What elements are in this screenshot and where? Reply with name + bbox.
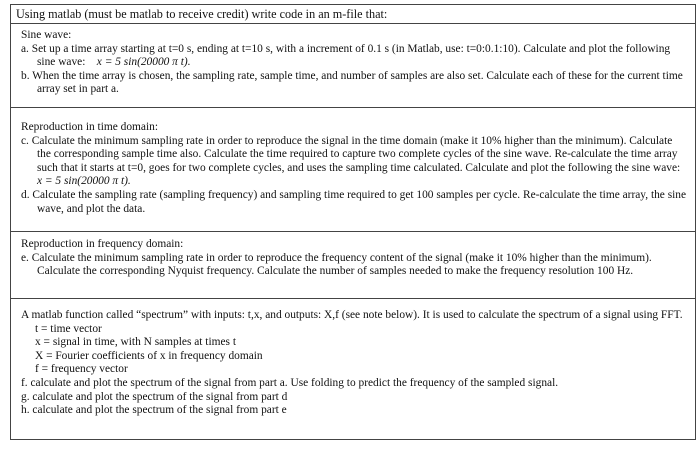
sine-wave-title: Sine wave: — [21, 29, 72, 41]
item-a-text: a. Set up a time array starting at t=0 s, ending at t=10 s, with a increment of 0.1 s (in Matlab, use: t=0:0.1:10). Calculate and plot the following sine wave: — [21, 42, 671, 69]
item-e: e. Calculate the minimum sampling rate in order to reproduce the frequency content of the signal (make it 10% higher than the minimum). Calculate the corresponding Nyquist frequency. Calculate the number of samples needed to make the frequency resolution 100 Hz. — [21, 251, 652, 278]
instruction-header: Using matlab (must be matlab to receive credit) write code in an m-file that: — [11, 5, 695, 24]
def-f: f = frequency vector — [35, 363, 128, 376]
frequency-domain-section — [11, 232, 695, 299]
def-X: X = Fourier coefficients of x in frequency domain — [35, 349, 263, 362]
time-domain-section — [11, 108, 695, 232]
item-b: b. When the time array is chosen, the sampling rate, sample time, and number of samples are also set. Calculate each of these for the current time array set in part a. — [21, 69, 683, 96]
def-t: t = time vector — [35, 322, 102, 335]
problem-box — [10, 4, 696, 440]
item-a-equation: x = 5 sin(20000 π t). — [96, 56, 191, 69]
item-h: h. calculate and plot the spectrum of the signal from part e — [21, 404, 287, 417]
sine-wave-section — [11, 24, 695, 108]
item-d: d. Calculate the sampling rate (sampling frequency) and sampling time required to get 100 samples per cycle. Re-calculate the time array, the sine wave, and plot the data. — [21, 188, 687, 215]
spectrum-section — [11, 299, 695, 441]
time-domain-title: Reproduction in time domain: — [21, 121, 158, 133]
item-c — [21, 135, 689, 189]
spectrum-intro: A matlab function called “spectrum” with inputs: t,x, and outputs: X,f (see note below). It is used to calculate the spectrum of a signal using FFT. — [21, 309, 683, 321]
item-c-text: c. Calculate the minimum sampling rate in order to reproduce the signal in the time domain (make it 10% higher than the minimum). Calculate the corresponding sample time also. Calculate the time required to capture two complete cycles of the sine wave. Re-calculate the time array such that it starts at t=0, goes for two complete cycles, and uses the sampling time calculated. Calculate and plot the following the sine wave: — [21, 134, 681, 174]
item-c-equation: x = 5 sin(20000 π t). — [37, 175, 131, 188]
item-a — [21, 43, 689, 70]
item-f: f. calculate and plot the spectrum of the signal from part a. Use folding to predict the frequency of the sampled signal. — [21, 376, 559, 389]
frequency-domain-title: Reproduction in frequency domain: — [21, 238, 184, 250]
item-g: g. calculate and plot the spectrum of the signal from part d — [21, 390, 288, 403]
def-x: x = signal in time, with N samples at times t — [35, 336, 236, 349]
